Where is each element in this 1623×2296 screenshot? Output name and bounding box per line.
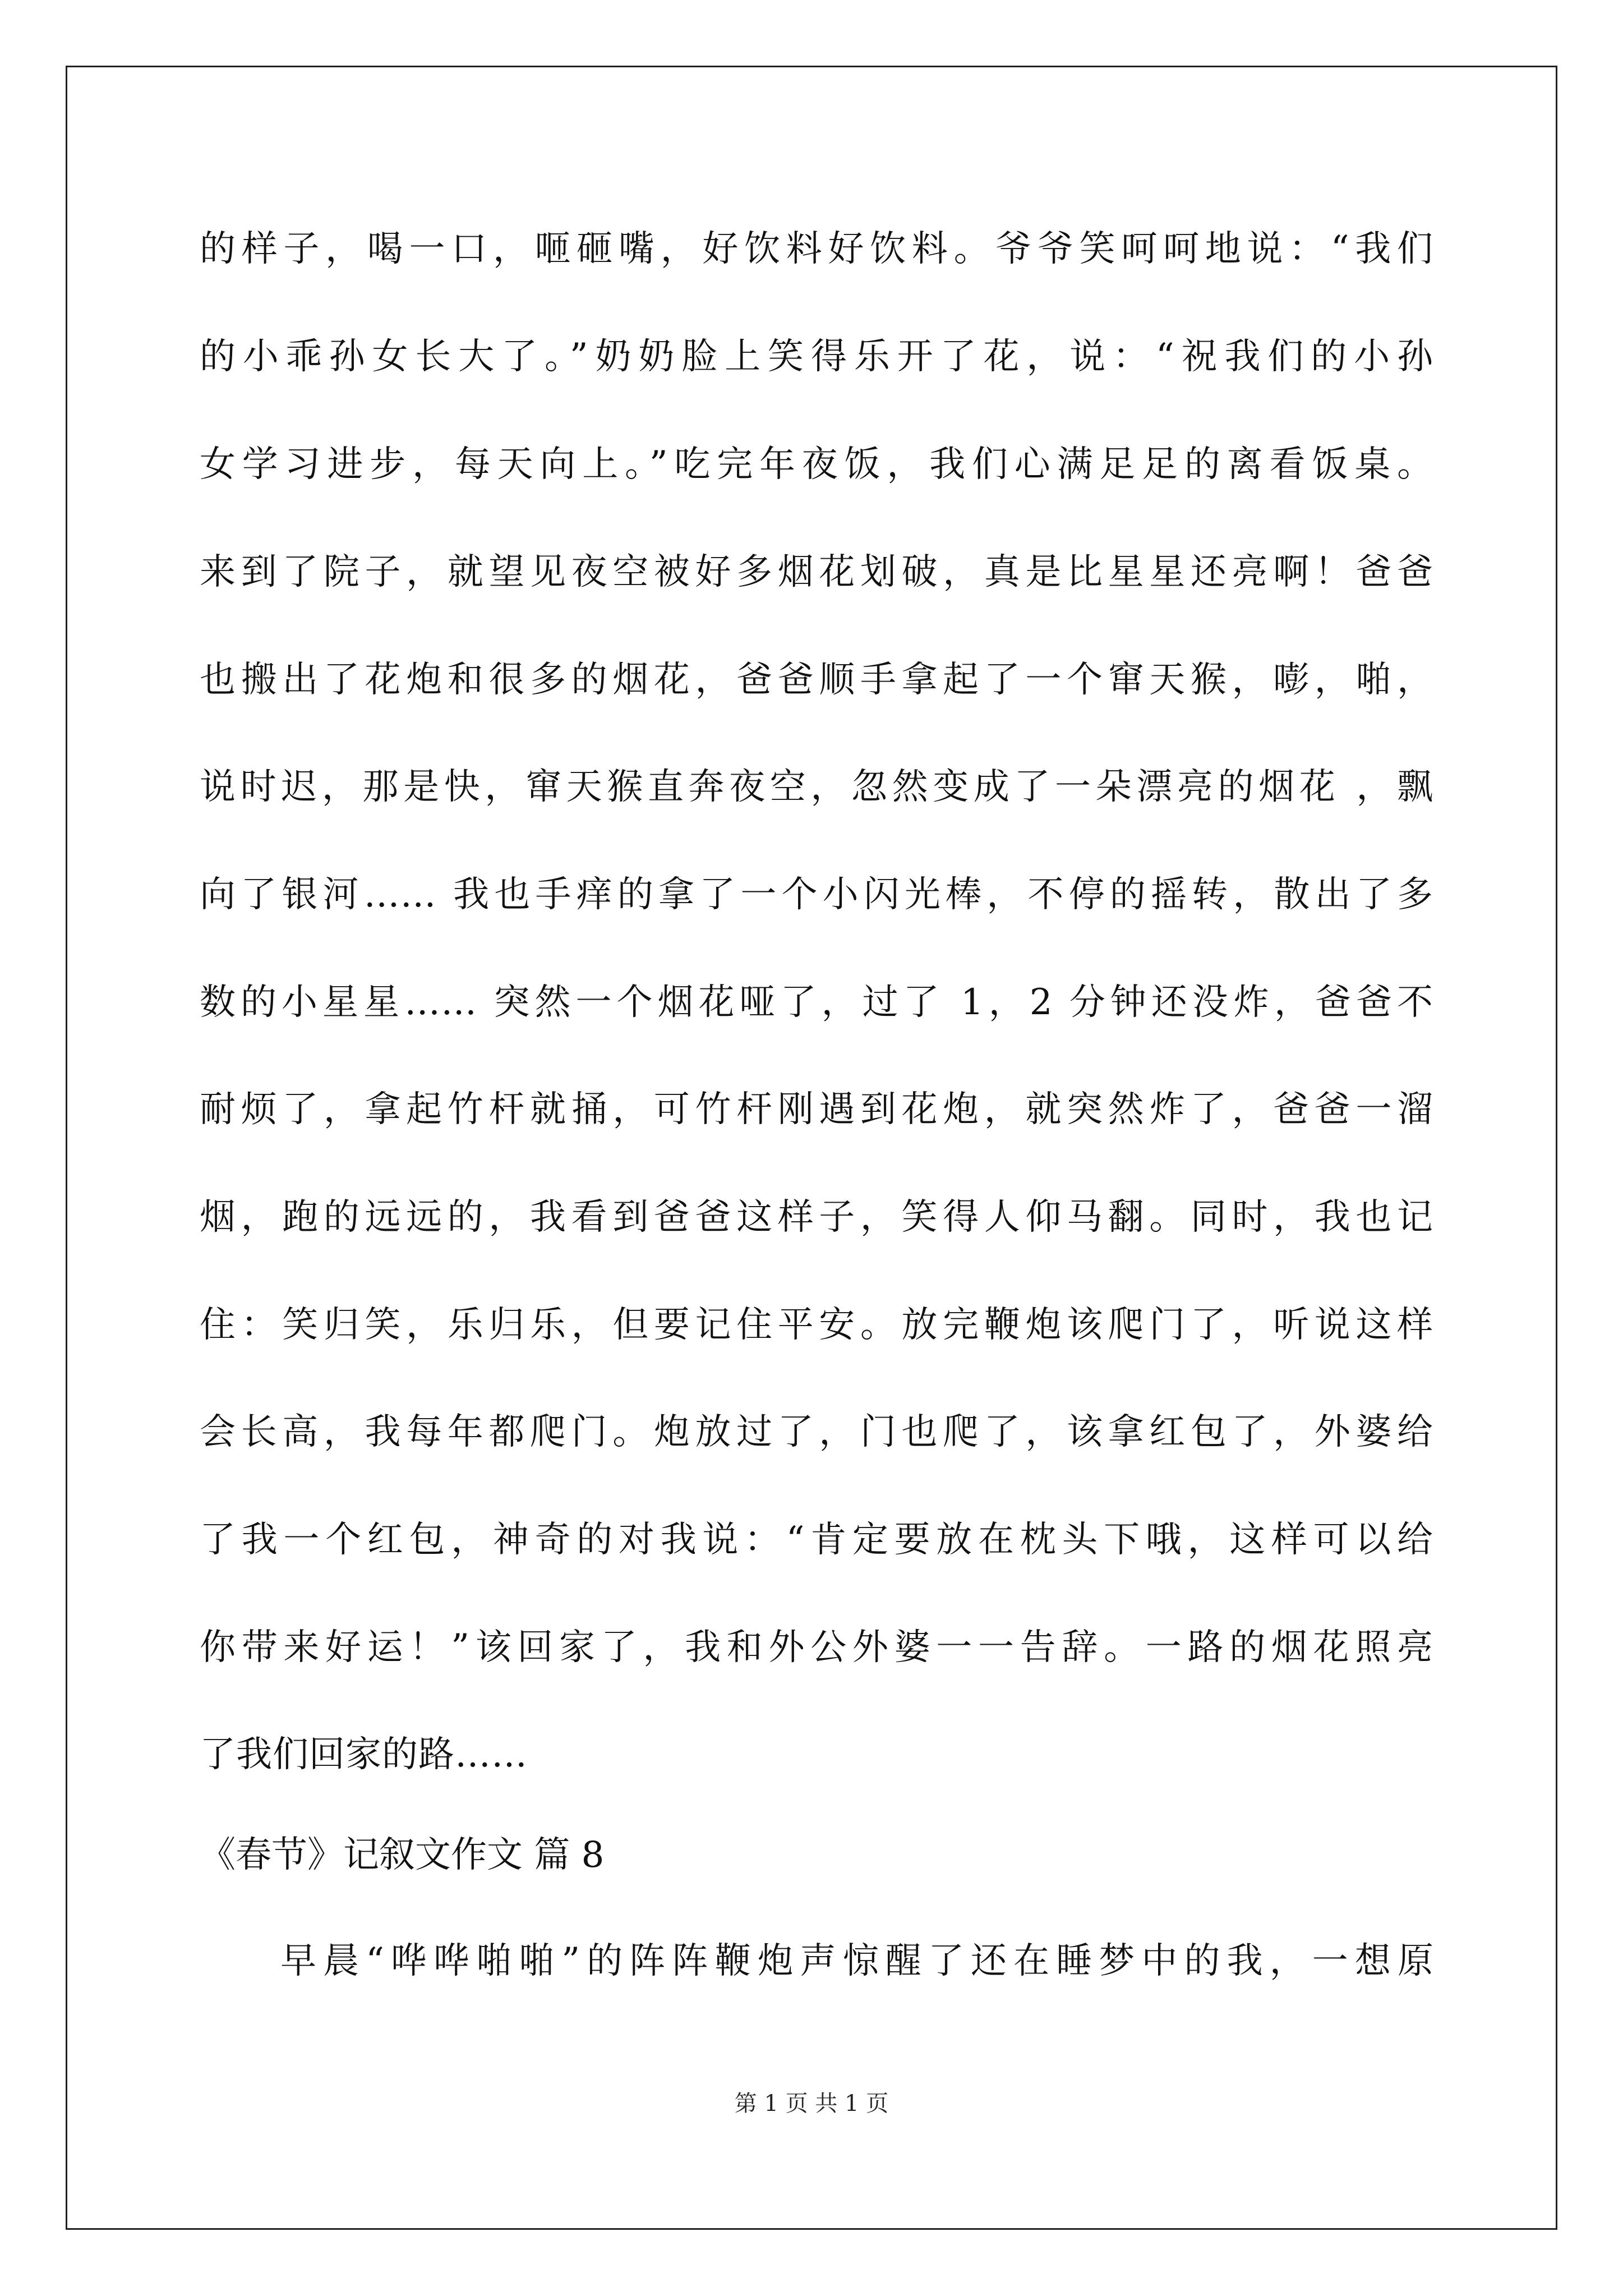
body-line: 了我一个红包，神奇的对我说：“肯定要放在枕头下哦，这样可以给 <box>200 1519 1433 1561</box>
body-line: 数的小星星…… 突然一个烟花哑了，过了 1，2 分钟还没炸，爸爸不 <box>200 982 1433 1023</box>
paragraph-first-line: 早晨“哗哗啪啪”的阵阵鞭炮声惊醒了还在睡梦中的我，一想原 <box>280 1940 1433 1982</box>
section-heading: 《春节》记叙文作文 篇 8 <box>200 1834 605 1876</box>
body-line: 你带来好运！”该回家了，我和外公外婆一一告辞。一路的烟花照亮 <box>200 1627 1433 1668</box>
body-line: 会长高，我每年都爬门。炮放过了，门也爬了，该拿红包了，外婆给 <box>200 1411 1433 1453</box>
body-line: 也搬出了花炮和很多的烟花，爸爸顺手拿起了一个窜天猴，嘭，啪， <box>200 659 1433 701</box>
body-line: 住：笑归笑，乐归乐，但要记住平安。放完鞭炮该爬门了，听说这样 <box>200 1304 1433 1346</box>
page-border <box>66 66 1557 2230</box>
body-line: 的小乖孙女长大了。”奶奶脸上笑得乐开了花，说：“祝我们的小孙 <box>200 336 1433 378</box>
body-line: 烟，跑的远远的，我看到爸爸这样子，笑得人仰马翻。同时，我也记 <box>200 1197 1433 1238</box>
body-line: 了我们回家的路…… <box>200 1734 528 1775</box>
body-line: 女学习进步，每天向上。”吃完年夜饭，我们心满足足的离看饭桌。 <box>200 444 1433 485</box>
body-line: 说时迟，那是快，窜天猴直奔夜空，忽然变成了一朵漂亮的烟花 ，飘 <box>200 766 1433 808</box>
page-footer: 第 1 页 共 1 页 <box>734 2091 889 2116</box>
body-line: 耐烦了，拿起竹杆就捅，可竹杆刚遇到花炮，就突然炸了，爸爸一溜 <box>200 1089 1433 1130</box>
body-line: 的样子，喝一口，咂砸嘴，好饮料好饮料。爷爷笑呵呵地说：“我们 <box>200 228 1433 270</box>
body-line: 来到了院子，就望见夜空被好多烟花划破，真是比星星还亮啊！爸爸 <box>200 551 1433 593</box>
body-line: 向了银河…… 我也手痒的拿了一个小闪光棒，不停的摇转，散出了多 <box>200 874 1433 915</box>
